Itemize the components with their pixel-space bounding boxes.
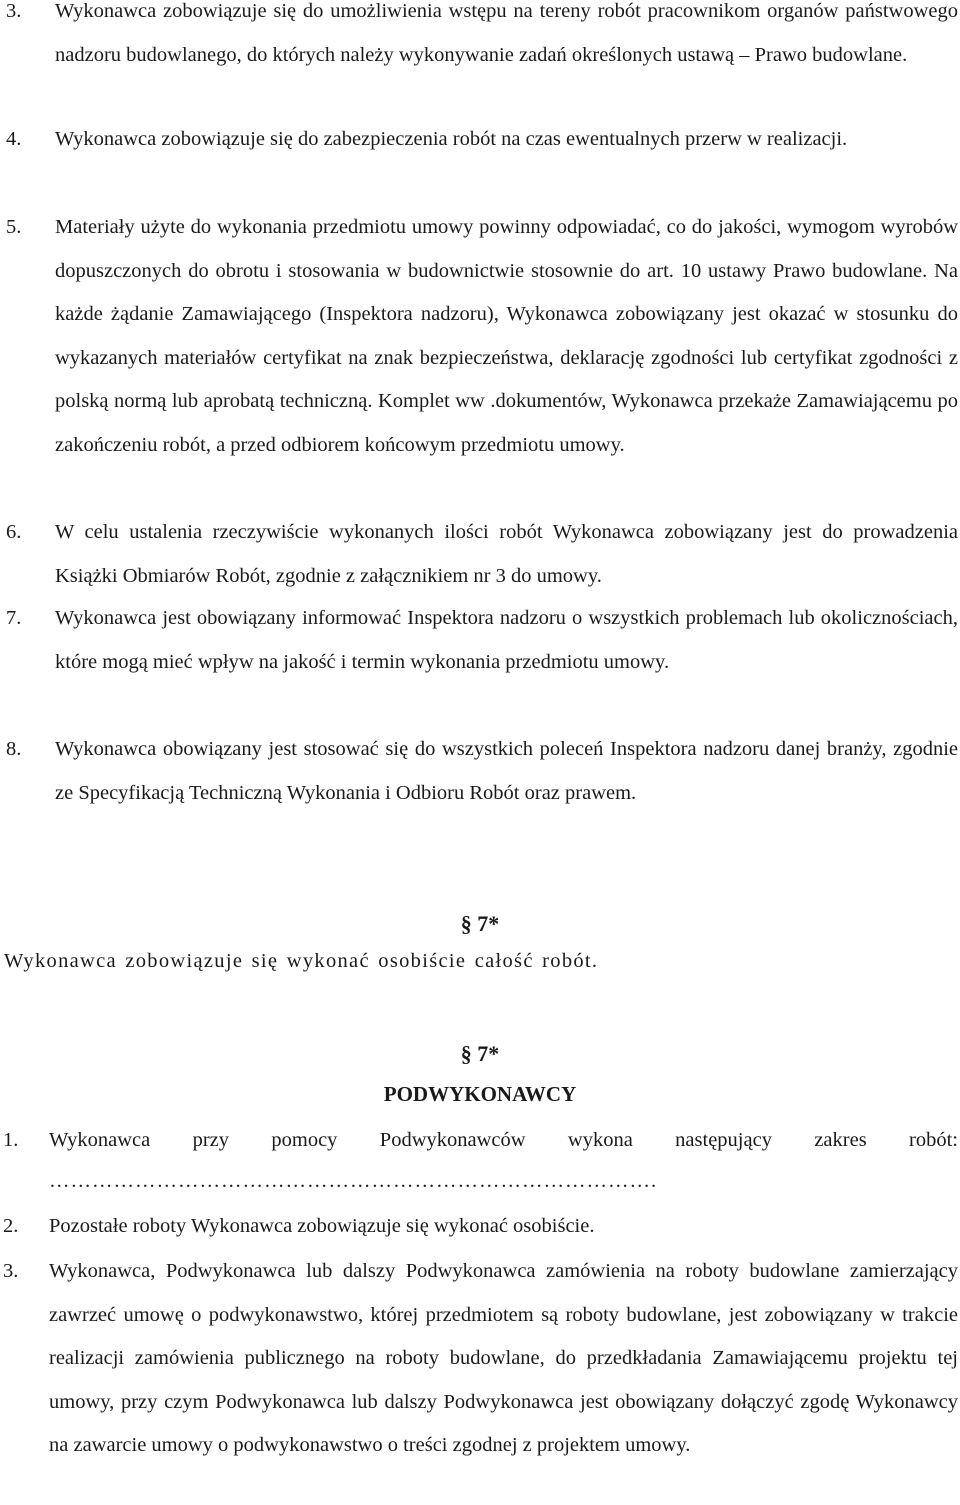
item-text: Materiały użyte do wykonania przedmiotu umowy powinny odpowiadać, co do jakości, wymogom wyrobów dopuszczonych do obrotu i stosowania w budownictwie stosownie do art. 10 ustawy Prawo budowlane. Na każde żądanie Zamawiającego (Inspektora nadzoru), Wykonawca zobowiązany jest okazać w stosunku do wykazanych materiałów certyfikat na znak bezpieczeństwa, deklarację zgodności lub certyfikat zgodności z polską normą lub aprobatą techniczną. Komplet ww .dokumentów, Wykonawca przekaże Zamawiającemu po zakończeniu robót, a przed odbiorem końcowym przedmiotu umowy.	[55, 216, 958, 456]
list-item	[0, 1250, 958, 1468]
item-number: 3.	[3, 1260, 19, 1282]
item-number: 8.	[6, 738, 22, 760]
item-number: 4.	[6, 128, 22, 150]
item-text: Pozostałe roboty Wykonawca zobowiązuje się wykonać osobiście.	[49, 1215, 595, 1237]
item-text: Wykonawca zobowiązuje się do zabezpieczenia robót na czas ewentualnych przerw w realizacji.	[55, 128, 848, 150]
list-item	[0, 511, 958, 598]
list-item	[0, 1205, 958, 1249]
section-heading: PODWYKONAWCY	[383, 1082, 577, 1106]
list-item	[0, 1119, 958, 1163]
item-text: Wykonawca jest obowiązany informować Inspektora nadzoru o wszystkich problemach lub okolicznościach, które mogą mieć wpływ na jakość i termin wykonania przedmiotu umowy.	[55, 607, 958, 673]
dotted-line: ………………………………………………………………………….	[49, 1170, 658, 1192]
item-text: Wykonawca przy pomocy Podwykonawców wykona następujący zakres robót:	[49, 1129, 958, 1151]
item-text: Wykonawca, Podwykonawca lub dalszy Podwykonawca zamówienia na roboty budowlane zamierzający zawrzeć umowę o podwykonawstwo, której przedmiotem są roboty budowlane, jest zobowiązany w trakcie realizacji zamówienia publicznego na roboty budowlane, do przedkładania Zamawiającemu projektu tej umowy, przy czym Podwykonawca lub dalszy Podwykonawca jest obowiązany dołączyć zgodę Wykonawcy na zawarcie umowy o podwykonawstwo o treści zgodnej z projektem umowy.	[49, 1260, 958, 1456]
list-item	[0, 206, 958, 467]
statement-text: Wykonawca zobowiązuje się wykonać osobiście całość robót.	[4, 950, 599, 972]
item-number: 7.	[6, 607, 22, 629]
item-text: Wykonawca obowiązany jest stosować się do wszystkich poleceń Inspektora nadzoru danej branży, zgodnie ze Specyfikacją Techniczną Wykonania i Odbioru Robót oraz prawem.	[55, 738, 958, 804]
item-number: 1.	[3, 1129, 19, 1151]
list-item	[0, 118, 958, 162]
item-number: 6.	[6, 521, 22, 543]
list-item	[0, 728, 958, 815]
section-mark: § 7*	[460, 1041, 500, 1066]
item-text: Wykonawca zobowiązuje się do umożliwienia wstępu na tereny robót pracownikom organów państwowego nadzoru budowlanego, do których należy wykonywanie zadań określonych ustawą – Prawo budowlane.	[55, 0, 958, 66]
item-number: 2.	[3, 1215, 19, 1237]
section-mark: § 7*	[460, 911, 500, 936]
list-item	[0, 597, 958, 684]
scope-blank-line	[49, 1160, 954, 1204]
item-number: 5.	[6, 216, 22, 238]
item-text: W celu ustalenia rzeczywiście wykonanych ilości robót Wykonawca zobowiązany jest do prowadzenia Książki Obmiarów Robót, zgodnie z załącznikiem nr 3 do umowy.	[55, 521, 958, 587]
item-number: 3.	[6, 0, 22, 22]
list-item	[0, 0, 958, 77]
